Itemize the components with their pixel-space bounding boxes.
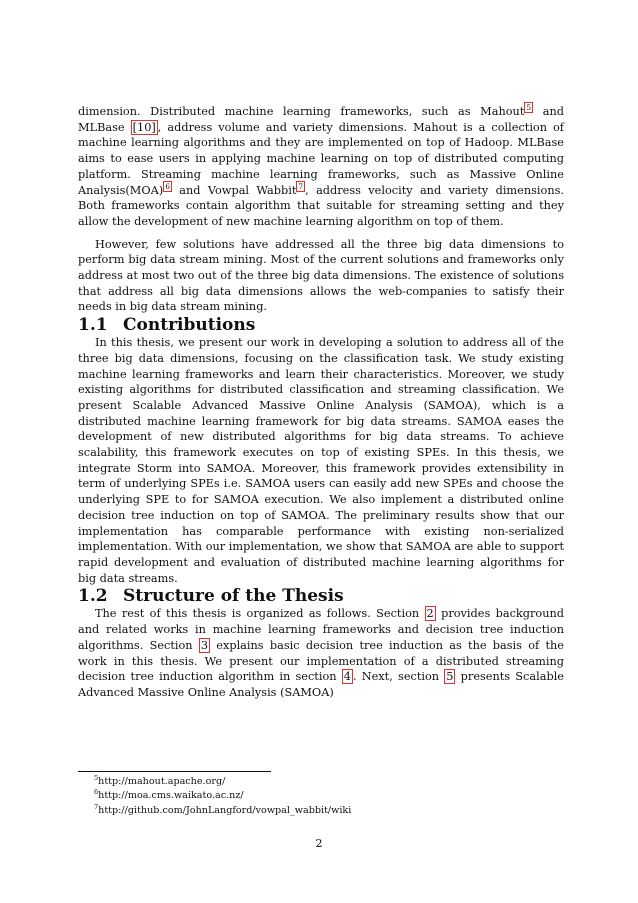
footnotes <box>94 775 564 818</box>
paragraph-frameworks: dimension. Distributed machine learning frameworks, such as Mahout $^5$ and MLBase [10] , address volume and variety dimensions. Mahout is a collection of machine learning algorithms and they are implemented on top of Hadoop. MLBase aims to ease users in applying machine learning on top of distributed computing platform. Streaming machine learning frameworks, such as Massive Online Analysis(MOA) $^6$ and Vowpal Wabbit $^7$ , address velocity and variety dimensions. Both frameworks contain algorithm that suitable for streaming setting and they allow the development of new machine learning algorithm on top of them. <box>78 103 564 228</box>
footnote-link-5[interactable]: 5 <box>526 103 532 113</box>
footnote-url[interactable]: http://github.com/JohnLangford/vowpal_wabbit/wiki <box>98 804 352 816</box>
paragraph-contributions: In this thesis, we present our work in developing a solution to address all of the three big data dimensions, focusing on the classification task. We study existing machine learning frameworks and learn their characteristics. Moreover, we study existing algorithms for distributed classification and streaming classification. We present Scalable Advanced Massive Online Analysis (SAMOA), which is a distributed machine learning framework for big data streams. SAMOA eases the development of new distributed algorithms for big data streams. To achieve scalability, this framework executes on top of existing SPEs. In this thesis, we integrate Storm into SAMOA. Moreover, this framework provides extensibility in term of underlying SPEs i.e. SAMOA users can easily add new SPEs and choose the underlying SPE to for SAMOA execution. We also implement a distributed online decision tree induction on top of SAMOA. The preliminary results show that our implementation has comparable performance with existing non-serialized implementation. With our implementation, we show that SAMOA are able to support rapid development and evaluation of distributed machine learning algorithms for big data streams. <box>78 336 564 585</box>
footnote-7: $^7$http://github.com/JohnLangford/vowpal_wabbit/wiki <box>94 802 352 816</box>
section-link-4[interactable]: 4 <box>343 670 351 684</box>
section-heading-contributions: 1.1 Contributions <box>78 315 256 336</box>
footnote-6: $^6$http://moa.cms.waikato.ac.nz/ <box>94 788 244 802</box>
footnote-url[interactable]: http://mahout.apache.org/ <box>98 776 226 787</box>
section-link-2[interactable]: 2 <box>426 607 434 621</box>
footnote-url[interactable]: http://moa.cms.waikato.ac.nz/ <box>98 790 244 802</box>
paragraph-structure: The rest of this thesis is organized as follows. Section 2 provides background and related works in machine learning frameworks and decision tree induction algorithms. Section 3 explains basic decision tree induction as the basis of the work in this thesis. We present our implementation of a distributed streaming decision tree induction algorithm in section 4 . Next, section 5 presents Scalable Advanced Massive Online Analysis (SAMOA) <box>78 607 564 699</box>
footnote-link-7[interactable]: 7 <box>298 181 304 191</box>
section-link-3[interactable]: 3 <box>200 638 209 652</box>
footnote-link-6[interactable]: 6 <box>165 181 170 191</box>
section-heading-structure: 1.2 Structure of the Thesis <box>78 586 344 607</box>
paragraph-dimensions: However, few solutions have addressed all the three big data dimensions to perform big data stream mining. Most of the current solutions and frameworks only address at most two out of the three big data dimensions. The existence of solutions that address all big data dimensions allows the web-companies to satisfy their needs in big data stream mining. <box>78 237 564 314</box>
page-number: 2 <box>315 837 323 850</box>
footnote-divider <box>78 771 271 772</box>
page-body <box>78 104 564 701</box>
section-link-5[interactable]: 5 <box>446 670 454 684</box>
footnote-5: $^5$http://mahout.apache.org/ <box>94 773 226 787</box>
citation-link-10[interactable]: [10] <box>132 120 156 134</box>
